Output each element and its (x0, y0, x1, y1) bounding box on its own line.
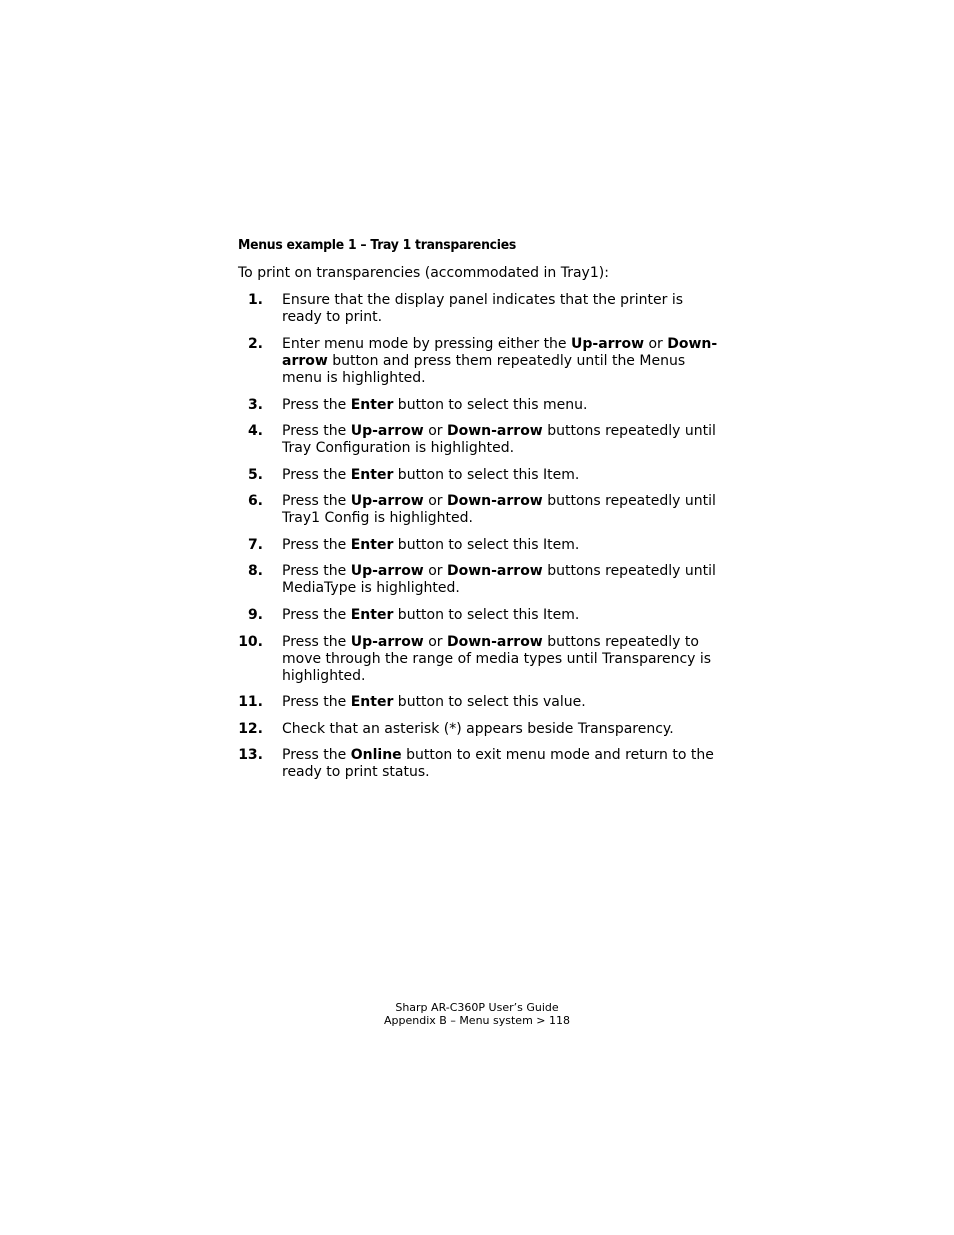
step-text (282, 336, 718, 388)
step-number: 3. (247, 397, 263, 413)
step-text-part: buttons repeatedly until Tray Configuration is highlighted. (282, 423, 716, 457)
step-text-part: Press the (282, 537, 351, 553)
step-number: 7. (247, 537, 263, 553)
button-name: Enter (350, 467, 394, 483)
step-text (282, 694, 718, 711)
step-text-part: Press the (282, 493, 351, 509)
step-text-part: buttons repeatedly until Tray1 Config is highlighted. (282, 493, 716, 527)
step-number: 8. (247, 563, 263, 579)
step-text-part: or (423, 634, 447, 650)
step-text-part: or (423, 423, 447, 439)
step-text (282, 467, 718, 484)
button-name: Up-arrow (350, 563, 424, 579)
page-footer (0, 1002, 954, 1027)
step-text-part: buttons repeatedly to move through the range of media types until Transparency is highlighted. (282, 634, 712, 685)
intro-text: To print on transparencies (accommodated in Tray1): (238, 265, 609, 281)
step-text (282, 537, 718, 554)
button-name: Down-arrow (282, 336, 718, 370)
step-number: 2. (247, 336, 263, 352)
button-name: Online (350, 747, 402, 763)
step-number: 9. (247, 607, 263, 623)
section-heading: Menus example 1 – Tray 1 transparencies (238, 237, 516, 253)
step-text-part: button to select this value. (393, 694, 586, 710)
button-name: Enter (350, 397, 394, 413)
step-text-part: Check that an asterisk (*) appears beside Transparency. (282, 721, 674, 737)
step-number: 6. (247, 493, 263, 509)
step-text-part: or (644, 336, 668, 352)
step-number: 11. (238, 694, 263, 710)
button-name: Up-arrow (350, 423, 424, 439)
button-name: Up-arrow (350, 493, 424, 509)
step-text-part: Press the (282, 607, 351, 623)
step-number: 13. (238, 747, 263, 763)
step-text-part: button and press them repeatedly until the Menus menu is highlighted. (282, 353, 686, 387)
button-name: Enter (350, 607, 394, 623)
step-text (282, 563, 718, 597)
step-text-part: Press the (282, 747, 351, 763)
button-name: Down-arrow (446, 634, 543, 650)
step-text-part: Enter menu mode by pressing either the (282, 336, 571, 352)
step-text-part: Press the (282, 423, 351, 439)
button-name: Up-arrow (350, 634, 424, 650)
step-text (282, 607, 718, 624)
footer-guide-title: Sharp AR-C360P User’s Guide (395, 1001, 559, 1014)
step-text-part: button to select this menu. (393, 397, 588, 413)
step-number: 4. (247, 423, 263, 439)
step-text (282, 747, 718, 781)
step-number: 12. (238, 721, 263, 737)
step-text (282, 292, 718, 326)
step-text (282, 397, 718, 414)
step-text-part: button to select this Item. (393, 607, 580, 623)
step-text-part: buttons repeatedly until MediaType is highlighted. (282, 563, 716, 597)
button-name: Enter (350, 537, 394, 553)
step-text-part: Ensure that the display panel indicates that the printer is ready to print. (282, 292, 684, 326)
button-name: Down-arrow (446, 493, 543, 509)
step-text-part: button to select this Item. (393, 537, 580, 553)
step-text-part: Press the (282, 694, 351, 710)
button-name: Down-arrow (446, 563, 543, 579)
step-text-part: Press the (282, 397, 351, 413)
button-name: Enter (350, 694, 394, 710)
step-text (282, 634, 718, 686)
step-text-part: Press the (282, 634, 351, 650)
step-number: 5. (247, 467, 263, 483)
step-number: 1. (247, 292, 263, 308)
step-text-part: button to exit menu mode and return to the ready to print status. (282, 747, 714, 781)
step-text (282, 423, 718, 457)
button-name: Up-arrow (571, 336, 645, 352)
button-name: Down-arrow (446, 423, 543, 439)
step-text-part: button to select this Item. (393, 467, 580, 483)
step-number: 10. (238, 634, 263, 650)
step-text (282, 721, 718, 738)
step-text-part: Press the (282, 467, 351, 483)
step-text-part: Press the (282, 563, 351, 579)
step-text (282, 493, 718, 527)
step-text-part: or (423, 493, 447, 509)
step-text-part: or (423, 563, 447, 579)
footer-page-location: Appendix B – Menu system > 118 (384, 1013, 570, 1027)
